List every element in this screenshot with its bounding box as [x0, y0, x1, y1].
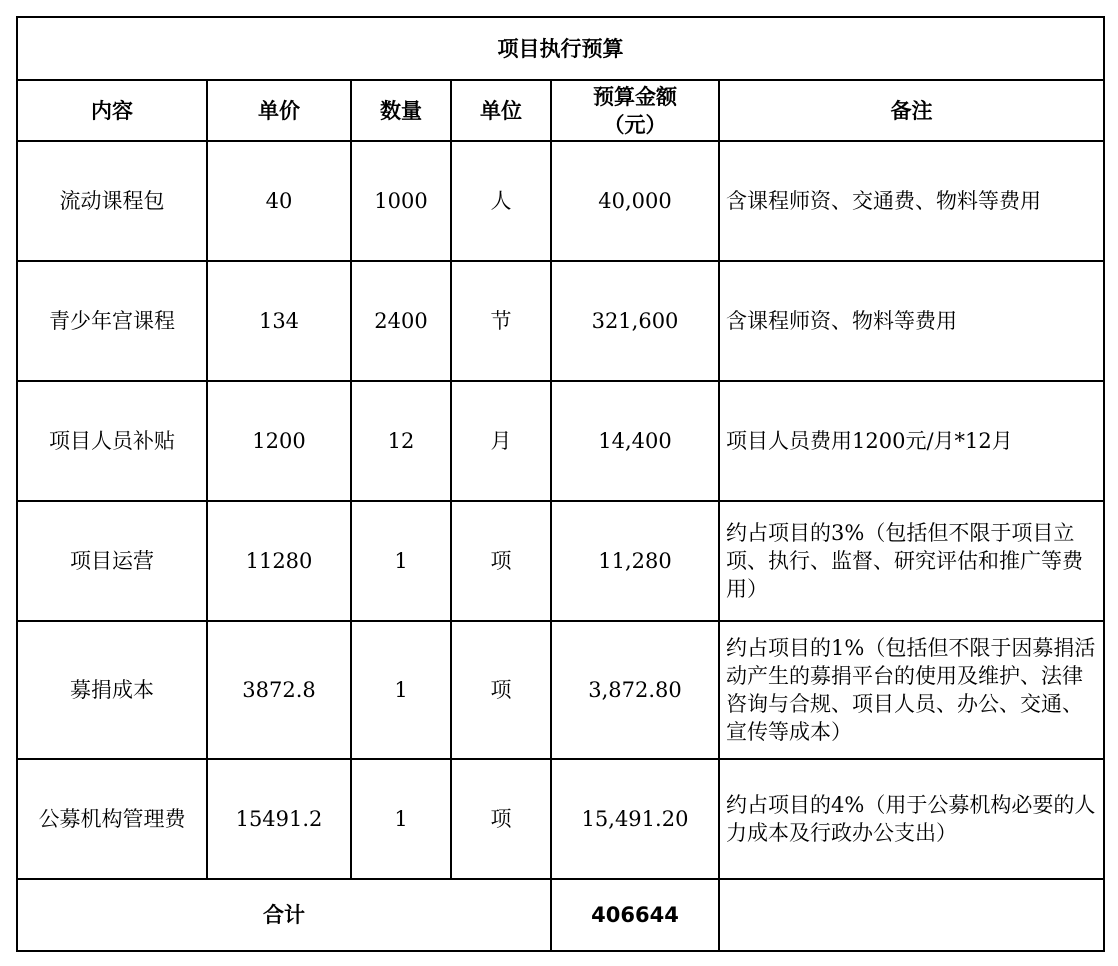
- row-content: 项目运营: [17, 501, 207, 621]
- header-budget-amount-line2: （元）: [603, 112, 667, 137]
- row-content: 项目人员补贴: [17, 381, 207, 501]
- row-unit-price: 40: [207, 141, 351, 261]
- total-label: 合计: [17, 879, 551, 951]
- row-unit-price: 134: [207, 261, 351, 381]
- table-row: [17, 501, 1104, 621]
- row-remarks: 项目人员费用1200元/月*12月: [719, 381, 1104, 501]
- table-row: [17, 621, 1104, 759]
- row-unit-price: 1200: [207, 381, 351, 501]
- header-budget-amount: [551, 80, 719, 141]
- table-row: [17, 759, 1104, 879]
- row-quantity: 1000: [351, 141, 451, 261]
- row-unit-price: 15491.2: [207, 759, 351, 879]
- header-row: [17, 80, 1104, 141]
- table-title: 项目执行预算: [17, 17, 1104, 80]
- row-amount: 15,491.20: [551, 759, 719, 879]
- header-quantity: 数量: [351, 80, 451, 141]
- total-row: [17, 879, 1104, 951]
- row-quantity: 1: [351, 759, 451, 879]
- budget-table: [16, 16, 1105, 952]
- row-content: 青少年宫课程: [17, 261, 207, 381]
- row-quantity: 2400: [351, 261, 451, 381]
- row-quantity: 1: [351, 621, 451, 759]
- total-amount: 406644: [551, 879, 719, 951]
- row-unit-price: 3872.8: [207, 621, 351, 759]
- row-unit: 月: [451, 381, 551, 501]
- title-row: [17, 17, 1104, 80]
- row-amount: 3,872.80: [551, 621, 719, 759]
- row-content: 公募机构管理费: [17, 759, 207, 879]
- row-remarks: 约占项目的1%（包括但不限于因募捐活动产生的募捐平台的使用及维护、法律咨询与合规、项目人员、办公、交通、宣传等成本）: [719, 621, 1104, 759]
- header-content: 内容: [17, 80, 207, 141]
- table-row: [17, 261, 1104, 381]
- row-content: 流动课程包: [17, 141, 207, 261]
- row-amount: 14,400: [551, 381, 719, 501]
- row-remarks: 约占项目的4%（用于公募机构必要的人力成本及行政办公支出）: [719, 759, 1104, 879]
- row-quantity: 12: [351, 381, 451, 501]
- header-budget-amount-line1: 预算金额: [593, 84, 677, 109]
- row-unit: 项: [451, 621, 551, 759]
- row-unit: 项: [451, 501, 551, 621]
- row-remarks: 含课程师资、交通费、物料等费用: [719, 141, 1104, 261]
- row-amount: 40,000: [551, 141, 719, 261]
- row-unit: 节: [451, 261, 551, 381]
- total-remarks: [719, 879, 1104, 951]
- table-row: [17, 381, 1104, 501]
- row-amount: 11,280: [551, 501, 719, 621]
- table-row: [17, 141, 1104, 261]
- row-unit: 人: [451, 141, 551, 261]
- header-unit-price: 单价: [207, 80, 351, 141]
- header-unit: 单位: [451, 80, 551, 141]
- row-unit: 项: [451, 759, 551, 879]
- row-content: 募捐成本: [17, 621, 207, 759]
- row-quantity: 1: [351, 501, 451, 621]
- row-remarks: 约占项目的3%（包括但不限于项目立项、执行、监督、研究评估和推广等费用）: [719, 501, 1104, 621]
- row-amount: 321,600: [551, 261, 719, 381]
- header-remarks: 备注: [719, 80, 1104, 141]
- row-unit-price: 11280: [207, 501, 351, 621]
- row-remarks: 含课程师资、物料等费用: [719, 261, 1104, 381]
